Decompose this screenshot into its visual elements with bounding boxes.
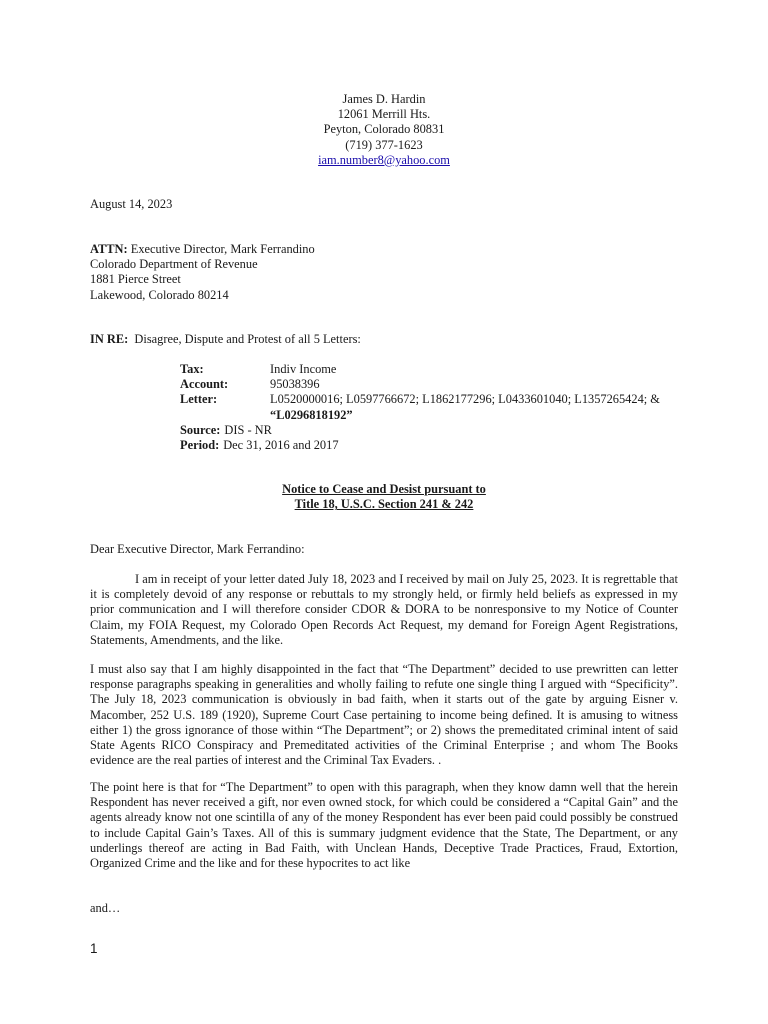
recipient-street: 1881 Pierce Street: [90, 272, 181, 287]
sender-name: James D. Hardin: [342, 92, 426, 106]
closing-text: and…: [90, 901, 121, 915]
in-re-line: [90, 332, 361, 347]
sender-phone: (719) 377-1623: [345, 137, 423, 152]
period-label: Period:: [180, 438, 220, 453]
paragraph-2: I must also say that I am highly disappointed in the fact that “The Department” decided to use prewritten can letter response paragraphs speaking in generalities and wholly failing to refute one single thing I argued with “Specificity”. The July 18, 2023 communication is obviously in bad faith, when it starts out of the gate by arguing Eisner v. Macomber, 252 U.S. 189 (1920), Supreme Court Case pertaining to income being defined. It is amusing to witness either 1) the gross ignorance of those within “The Department”; or 2) shows the premeditated criminal intent of said State Agents RICO Conspiracy and Premeditated activities of the Criminal Enterprise ; and whom The Books evidence are the real parties of interest and the Criminal Tax Evaders. .: [90, 662, 678, 768]
attn-label: ATTN:: [90, 242, 128, 256]
salutation: Dear Executive Director, Mark Ferrandino:: [90, 542, 305, 556]
letter-label: Letter:: [180, 392, 218, 407]
letter-date: August 14, 2023: [90, 197, 173, 211]
sender-block: [0, 92, 768, 168]
page-number: 1: [90, 941, 98, 956]
sender-city: Peyton, Colorado 80831: [323, 122, 445, 137]
recipient-city: Lakewood, Colorado 80214: [90, 287, 229, 302]
period-value: Dec 31, 2016 and 2017: [223, 438, 339, 453]
notice-line-2: Title 18, U.S.C. Section 241 & 242: [294, 497, 474, 512]
in-re-text: Disagree, Dispute and Protest of all 5 Letters:: [134, 332, 361, 346]
attn-value: Executive Director, Mark Ferrandino: [130, 242, 315, 256]
notice-line-1: Notice to Cease and Desist pursuant to: [282, 482, 486, 496]
recipient-organization: Colorado Department of Revenue: [90, 257, 258, 272]
paragraph-1: I am in receipt of your letter dated July 18, 2023 and I received by mail on July 25, 2023. It is regrettable that it is completely devoid of any response or rebuttals to my strongly held, or firmly held beliefs as expressed in my prior communication and I will therefore consider CDOR & DORA to be nonresponsive to my Notice of Counter Claim, my FOIA Request, my Colorado Open Records Act Request, my demand for Foreign Agent Registrations, Statements, Amendments, and the like.: [90, 572, 678, 647]
notice-heading: [0, 482, 768, 512]
tax-value: Indiv Income: [270, 362, 337, 376]
sender-email-link[interactable]: iam.number8@yahoo.com: [318, 152, 450, 167]
paragraph-3: The point here is that for “The Department” to open with this paragraph, when they know damn well that the herein Respondent has never received a gift, nor even owned stock, for which could be considered a “Capital Gain” and the agents already know not one scintilla of any of the money Respondent has ever been paid could possibly be construed to include Capital Gain’s Taxes. All of this is summary judgment evidence that the State, The Department, or any underlings thereof are acting in Bad Faith, with Unclean Hands, Deceptive Trade Practices, Fraud, Extortion, Organized Crime and the like and for these hypocrites to act like: [90, 780, 678, 871]
letter-value: L0520000016; L0597766672; L1862177296; L0433601040; L1357265424; &: [270, 392, 660, 407]
sender-street: 12061 Merrill Hts.: [337, 107, 431, 122]
letter-value-bold: “L0296818192”: [270, 407, 353, 422]
source-value: DIS - NR: [224, 422, 272, 437]
recipient-block: [90, 242, 315, 303]
account-value: 95038396: [270, 377, 320, 392]
tax-label: Tax:: [180, 362, 204, 376]
in-re-label: IN RE:: [90, 332, 129, 346]
account-label: Account:: [180, 377, 229, 392]
source-label: Source:: [180, 422, 221, 437]
account-details: [180, 362, 660, 453]
